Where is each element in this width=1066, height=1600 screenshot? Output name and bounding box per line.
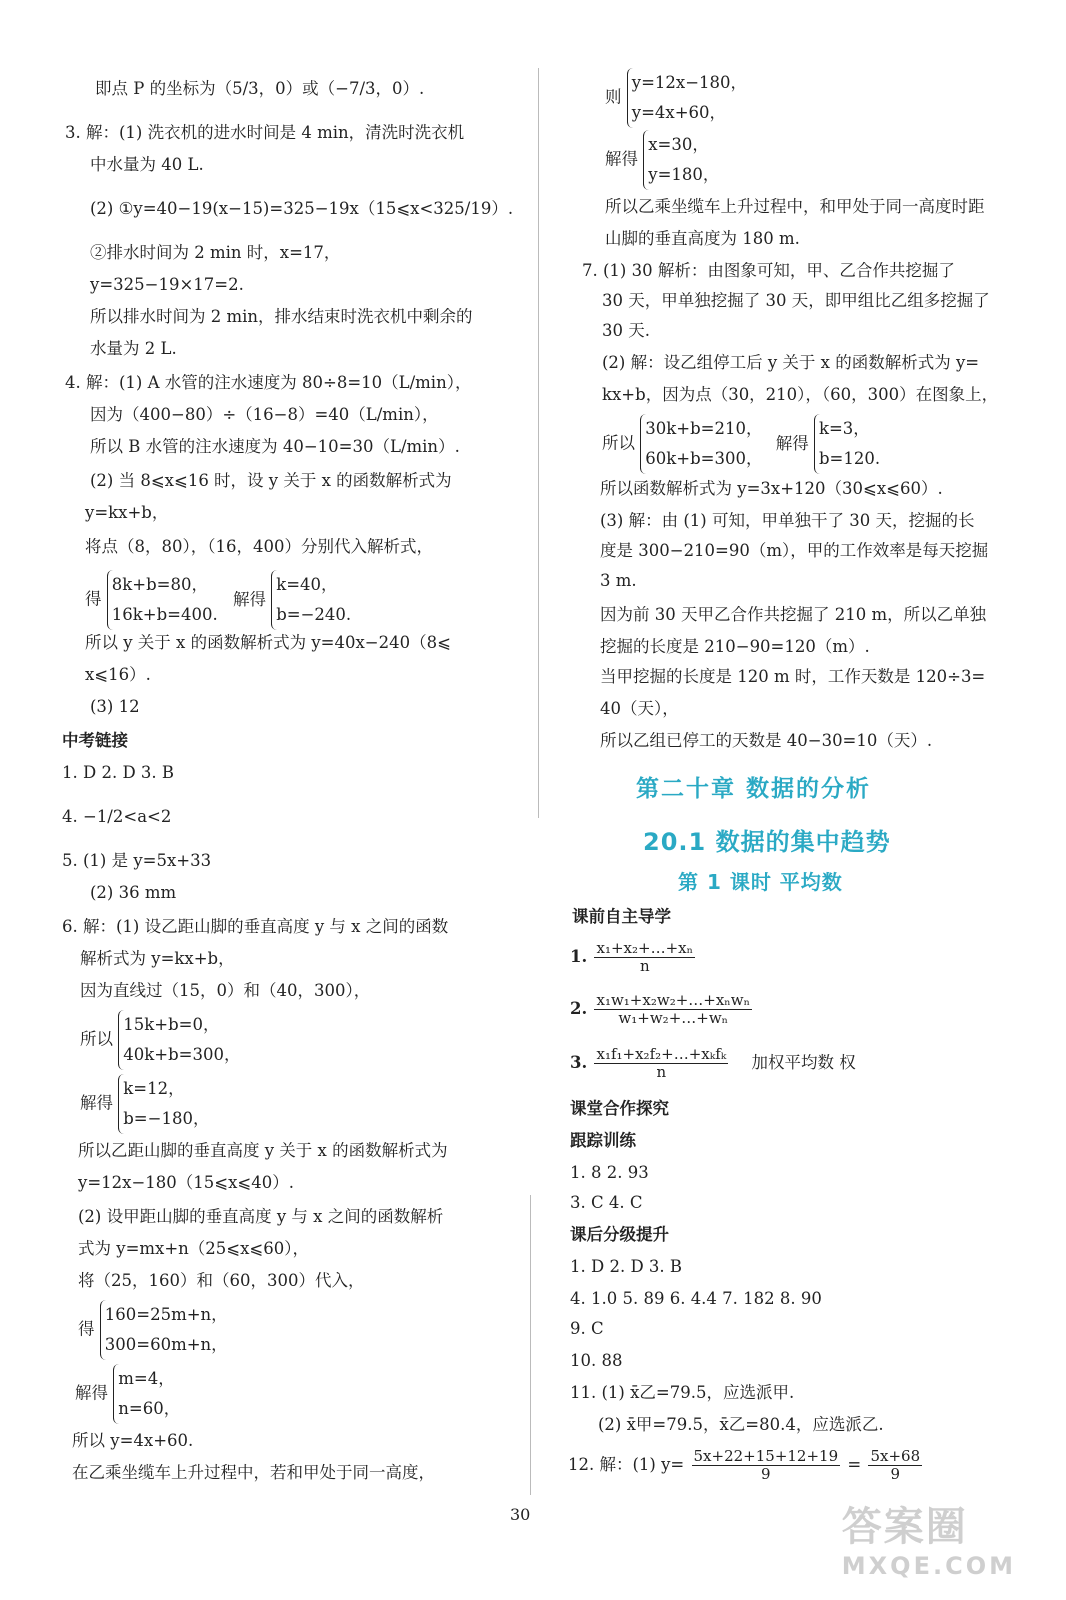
- q6-solution-3: [605, 130, 719, 190]
- q4-line-e: y=kx+b，: [85, 503, 169, 522]
- formula-3: [570, 1046, 856, 1081]
- q7-system: [602, 414, 880, 474]
- formula-2-label: 2.: [570, 999, 588, 1018]
- q6-sol6: y=180，: [648, 165, 720, 184]
- formula-3-denominator: n: [656, 1063, 667, 1081]
- after-class-answers-6: (2) x̄甲=79.5，x̄乙=80.4，应选派乙.: [598, 1415, 884, 1434]
- zk-answer-5a: 5. (1) 是 y=5x+33: [62, 851, 212, 870]
- heading-tracking: 跟踪训练: [570, 1131, 636, 1150]
- q7-line-k: 因为前 30 天甲乙合作共挖掘了 210 m，所以乙单独: [600, 605, 987, 624]
- q12-prefix: 12. 解：(1) y=: [568, 1455, 685, 1474]
- q6-sol3: m=4，: [118, 1369, 175, 1388]
- q4-sol1: k=40，: [276, 575, 338, 594]
- q12-denominator-1: 9: [761, 1465, 771, 1483]
- q6-system-2: [78, 1300, 228, 1360]
- column-divider-lower: [530, 1195, 531, 1495]
- q6-eq2: 40k+b=300，: [123, 1045, 241, 1064]
- q6-line-g: y=12x−180（15⩽x⩽40）.: [78, 1173, 294, 1192]
- zhongkao-heading: 中考链接: [62, 731, 128, 750]
- q6-system-3-brace: [627, 68, 747, 128]
- q7-line-m: 当甲挖掘的长度是 120 m 时，工作天数是 120÷3=: [600, 667, 986, 686]
- heading-after-class: 课后分级提升: [570, 1225, 669, 1244]
- page-number: 30: [510, 1505, 531, 1524]
- q6-eq4: 300=60m+n，: [104, 1335, 228, 1354]
- q6-line-b: 解析式为 y=kx+b，: [80, 949, 235, 968]
- after-class-answers-4: 10. 88: [570, 1351, 623, 1370]
- q3-line-f: 所以排水时间为 2 min，排水结束时洗衣机中剩余的: [90, 307, 473, 326]
- heading-preview: 课前自主导学: [572, 907, 671, 926]
- q6-line-m: 所以 y=4x+60.: [72, 1431, 194, 1450]
- q3-line-c: (2) ①y=40−19(x−15)=325−19x（15⩽x<325/19）.: [90, 199, 514, 218]
- q6-line-a: 6. 解：(1) 设乙距山脚的垂直高度 y 与 x 之间的函数: [62, 917, 449, 936]
- q6-eq3: 160=25m+n，: [104, 1305, 228, 1324]
- q6-system-2-prefix: 得: [78, 1319, 95, 1339]
- q6-solution-2-prefix: 解得: [75, 1383, 108, 1403]
- zk-answers-1: 1. D 2. D 3. B: [62, 763, 175, 782]
- q12-numerator-1: 5x+22+15+12+19: [693, 1447, 839, 1465]
- formula-2: [570, 992, 754, 1027]
- q7-solve-label: 解得: [775, 433, 809, 453]
- after-class-answers-1: 1. D 2. D 3. B: [570, 1257, 683, 1276]
- q7-sol1: k=3，: [818, 419, 870, 438]
- q12-numerator-2: 5x+68: [870, 1447, 921, 1465]
- q4-line-f: 将点（8，80），（16，400）分别代入解析式，: [85, 537, 433, 556]
- tracking-answers-1: 1. 8 2. 93: [570, 1163, 649, 1182]
- q7-solution-brace: [814, 414, 880, 474]
- q4-system: [85, 570, 351, 630]
- section-title: 20.1 数据的集中趋势: [643, 828, 891, 856]
- q6-solution-2: [75, 1364, 180, 1424]
- q4-line-j: (3) 12: [90, 697, 140, 716]
- q7-eq2: 60k+b=300，: [645, 449, 763, 468]
- q6-sol5: x=30，: [648, 135, 709, 154]
- q4-line-a: 4. 解：(1) A 水管的注水速度为 80÷8=10（L/min），: [65, 373, 472, 392]
- q7-eq1: 30k+b=210，: [645, 419, 763, 438]
- q6-system-3: [605, 68, 747, 128]
- zk-answer-5b: (2) 36 mm: [90, 883, 177, 902]
- zk-answer-4: 4. −1/2<a<2: [62, 807, 172, 826]
- after-class-answers-3: 9. C: [570, 1319, 604, 1338]
- q7-line-g: 所以函数解析式为 y=3x+120（30⩽x⩽60）.: [600, 479, 943, 498]
- formula-1-denominator: n: [639, 957, 650, 975]
- q4-line-d: (2) 当 8⩽x⩽16 时，设 y 关于 x 的函数解析式为: [90, 471, 452, 490]
- formula-2-numerator: x₁w₁+x₂w₂+…+xₙwₙ: [596, 991, 751, 1009]
- q6-line-n: 在乙乘坐缆车上升过程中，若和甲处于同一高度，: [72, 1463, 435, 1482]
- q7-line-a: 7. (1) 30 解析：由图象可知，甲、乙合作共挖掘了: [582, 261, 955, 280]
- formula-3-answer: 加权平均数 权: [751, 1053, 856, 1072]
- q3-line-e: y=325−19×17=2.: [90, 275, 244, 294]
- q12-equals: =: [847, 1455, 862, 1474]
- q7-line-e: kx+b，因为点（30，210），（60，300）在图象上，: [602, 385, 999, 404]
- q4-system-prefix: 得: [85, 589, 102, 609]
- q7-line-h: (3) 解：由 (1) 可知，甲单独干了 30 天，挖掘的长: [600, 511, 975, 530]
- formula-1-fraction: [594, 940, 695, 975]
- q4-solution-brace: [271, 570, 351, 630]
- point-p-coordinates: 即点 P 的坐标为（5/3，0）或（−7/3，0）.: [95, 79, 425, 98]
- q4-line-h: 所以 y 关于 x 的函数解析式为 y=40x−240（8⩽: [85, 633, 451, 652]
- heading-classroom: 课堂合作探究: [570, 1099, 669, 1118]
- q6-solution-3-prefix: 解得: [605, 149, 638, 169]
- q4-line-c: 所以 B 水管的注水速度为 40−10=30（L/min）.: [90, 437, 460, 456]
- q4-system-brace: [107, 570, 218, 630]
- chapter-title: 第二十章 数据的分析: [636, 776, 872, 802]
- formula-3-fraction: [594, 1046, 728, 1081]
- watermark-url: MXQE.COM: [841, 1552, 1016, 1580]
- q6-eq5: y=12x−180，: [631, 73, 748, 92]
- q6-sol1: k=12，: [123, 1079, 185, 1098]
- q7-line-j: 3 m.: [600, 571, 637, 590]
- after-class-answers-2: 4. 1.0 5. 89 6. 4.4 7. 182 8. 90: [570, 1289, 822, 1308]
- q4-eq2: 16k+b=400.: [111, 605, 218, 624]
- q6-line-c: 因为直线过（15，0）和（40，300），: [80, 981, 371, 1000]
- column-divider: [538, 68, 539, 818]
- formula-3-label: 3.: [570, 1053, 588, 1072]
- tracking-answers-2: 3. C 4. C: [570, 1193, 643, 1212]
- q6-system-3-prefix: 则: [605, 87, 622, 107]
- q7-line-c: 30 天.: [602, 321, 650, 340]
- q7-system-prefix: 所以: [602, 433, 635, 453]
- q6-line-f: 所以乙距山脚的垂直高度 y 关于 x 的函数解析式为: [78, 1141, 448, 1160]
- q12-formula: [568, 1448, 924, 1483]
- lesson-title: 第 1 课时 平均数: [678, 870, 843, 894]
- q6-line-i: 式为 y=mx+n（25⩽x⩽60），: [78, 1239, 309, 1258]
- watermark: [842, 1495, 1016, 1580]
- q3-line-d: ②排水时间为 2 min 时，x=17，: [90, 243, 341, 262]
- q6-sol2: b=−180，: [123, 1109, 210, 1128]
- q6-system-1-brace: [118, 1010, 240, 1070]
- q6-eq6: y=4x+60，: [631, 103, 727, 122]
- q3-line-b: 中水量为 40 L.: [90, 155, 204, 174]
- q3-line-a: 3. 解：(1) 洗衣机的进水时间是 4 min，清洗时洗衣机: [65, 123, 465, 142]
- q12-denominator-2: 9: [890, 1465, 901, 1483]
- formula-2-fraction: [594, 992, 752, 1027]
- q7-line-n: 40（天），: [600, 699, 679, 718]
- q6-solution-1: [80, 1074, 209, 1134]
- q4-sol2: b=−240.: [276, 605, 352, 624]
- q6-solution-1-prefix: 解得: [80, 1093, 113, 1113]
- q4-solve-label: 解得: [232, 589, 266, 609]
- formula-1: [570, 940, 697, 975]
- formula-1-label: 1.: [570, 947, 588, 966]
- after-class-answers-5: 11. (1) x̄乙=79.5，应选派甲.: [570, 1383, 795, 1402]
- watermark-title: 答案圈: [841, 1504, 968, 1550]
- formula-3-numerator: x₁f₁+x₂f₂+…+xₖfₖ: [596, 1045, 727, 1063]
- q6-line-j: 将（25，160）和（60，300）代入，: [78, 1271, 365, 1290]
- q12-fraction-2: [868, 1448, 922, 1483]
- q7-line-l: 挖掘的长度是 210−90=120（m）.: [600, 637, 870, 656]
- q6-conclusion-a: 所以乙乘坐缆车上升过程中，和甲处于同一高度时距: [605, 197, 985, 216]
- q4-eq1: 8k+b=80，: [111, 575, 208, 594]
- q7-sol2: b=120.: [818, 449, 881, 468]
- q7-line-d: (2) 解：设乙组停工后 y 关于 x 的函数解析式为 y=: [602, 353, 980, 372]
- q6-sol4: n=60，: [118, 1399, 181, 1418]
- q6-conclusion-b: 山脚的垂直高度为 180 m.: [605, 229, 800, 248]
- q4-line-b: 因为（400−80）÷（16−8）=40（L/min），: [90, 405, 439, 424]
- q3-line-g: 水量为 2 L.: [90, 339, 177, 358]
- q7-line-o: 所以乙组已停工的天数是 40−30=10（天）.: [600, 731, 933, 750]
- formula-2-denominator: w₁+w₂+…+wₙ: [618, 1009, 729, 1027]
- q6-solution-2-brace: [113, 1364, 180, 1424]
- q7-line-b: 30 天，甲单独挖掘了 30 天，即甲组比乙组多挖掘了: [602, 291, 990, 310]
- q6-line-h: (2) 设甲距山脚的垂直高度 y 与 x 之间的函数解析: [78, 1207, 444, 1226]
- q6-system-2-brace: [100, 1300, 228, 1360]
- formula-1-numerator: x₁+x₂+…+xₙ: [596, 939, 694, 957]
- q7-line-i: 度是 300−210=90（m），甲的工作效率是每天挖掘: [600, 541, 989, 560]
- q6-system-1-prefix: 所以: [80, 1029, 113, 1049]
- q7-system-brace: [640, 414, 762, 474]
- q6-eq1: 15k+b=0，: [123, 1015, 220, 1034]
- q6-solution-3-brace: [643, 130, 719, 190]
- q6-solution-1-brace: [118, 1074, 209, 1134]
- q4-line-i: x⩽16）.: [85, 665, 151, 684]
- q12-fraction-1: [692, 1448, 841, 1483]
- q6-system-1: [80, 1010, 240, 1070]
